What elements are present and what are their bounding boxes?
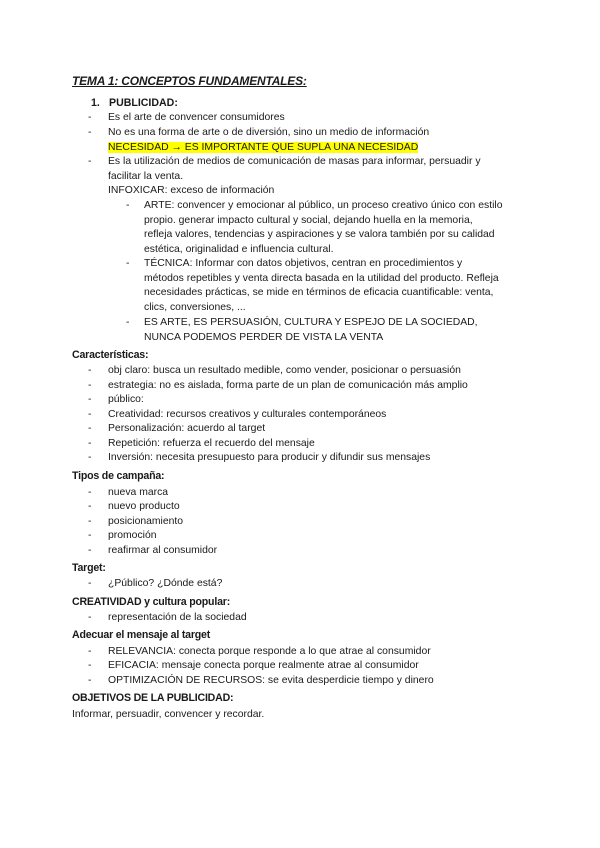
bullet: - — [88, 438, 92, 449]
bullet: - — [88, 578, 92, 589]
objetivos-text: Informar, persuadir, convencer y recordar. — [72, 709, 265, 720]
list-item-text: representación de la sociedad — [108, 612, 247, 623]
heading-adecuar: Adecuar el mensaje al target — [72, 629, 211, 641]
bullet: - — [88, 660, 92, 671]
arte-line: ARTE: convencer y emocionar al público, un proceso creativo único con estilo — [144, 200, 503, 211]
list-item-text: No es una forma de arte o de diversión, sino un medio de información — [108, 127, 430, 138]
section-heading-text: PUBLICIDAD: — [109, 97, 178, 109]
heading-objetivos: OBJETIVOS DE LA PUBLICIDAD: — [72, 692, 234, 704]
list-item-text: Es la utilización de medios de comunicación de masas para informar, persuadir y — [108, 156, 481, 167]
list-item-text: Inversión: necesita presupuesto para producir y difundir sus mensajes — [108, 452, 431, 463]
bullet: - — [88, 452, 92, 463]
infoxicar-text: INFOXICAR: exceso de información — [108, 185, 275, 196]
bullet: - — [88, 394, 92, 405]
bullet: - — [88, 487, 92, 498]
heading-target: Target: — [72, 562, 106, 574]
bullet: - — [88, 612, 92, 623]
tecnica-line: necesidades prácticas, se mide en términos de eficacia cuantificable: venta, — [144, 287, 494, 299]
section-number: 1. — [91, 97, 100, 109]
list-item-text: público: — [108, 394, 144, 405]
tecnica-line: métodos repetibles y venta directa basada en la utilidad del producto. Refleja — [144, 272, 499, 284]
arte-line: estética, originalidad e influencia cultural. — [144, 243, 334, 255]
list-item-text: Personalización: acuerdo al target — [108, 423, 266, 434]
es-arte-line: NUNCA PODEMOS PERDER DE VISTA LA VENTA — [144, 331, 384, 343]
bullet: - — [126, 258, 130, 269]
heading-tipos-de-campana: Tipos de campaña: — [72, 470, 165, 482]
heading-creatividad: CREATIVIDAD y cultura popular: — [72, 596, 231, 608]
list-item-text: obj claro: busca un resultado medible, como vender, posicionar o persuasión — [108, 365, 461, 376]
list-item-text: Repetición: refuerza el recuerdo del mensaje — [108, 438, 315, 449]
es-arte-line: ES ARTE, ES PERSUASIÓN, CULTURA Y ESPEJO DE LA SOCIEDAD, — [144, 317, 478, 328]
bullet: - — [88, 423, 92, 434]
list-item-text: OPTIMIZACIÓN DE RECURSOS: se evita desperdicie tiempo y dinero — [108, 675, 434, 686]
page-title: TEMA 1: CONCEPTOS FUNDAMENTALES: — [72, 74, 307, 88]
list-item-text: EFICACIA: mensaje conecta porque realmente atrae al consumidor — [108, 660, 419, 671]
list-item-text: promoción — [108, 530, 157, 541]
tecnica-line: TÉCNICA: Informar con datos objetivos, centran en procedimientos y — [144, 258, 463, 269]
bullet: - — [126, 317, 130, 328]
list-item-text: nueva marca — [108, 487, 169, 498]
bullet: - — [126, 200, 130, 211]
bullet: - — [88, 646, 92, 657]
bullet: - — [88, 112, 92, 123]
list-item-text: estrategia: no es aislada, forma parte de un plan de comunicación más amplio — [108, 380, 468, 391]
highlight-necesidad: NECESIDAD → ES IMPORTANTE QUE SUPLA UNA NECESIDAD — [108, 142, 419, 153]
list-item-text: Creatividad: recursos creativos y culturales contemporáneos — [108, 409, 387, 420]
highlighted-text — [108, 141, 418, 156]
heading-caracteristicas: Características: — [72, 349, 149, 361]
list-item-text: ¿Público? ¿Dónde está? — [108, 578, 223, 589]
bullet: - — [88, 365, 92, 376]
bullet: - — [88, 156, 92, 167]
bullet: - — [88, 380, 92, 391]
arte-line: refleja valores, tendencias y aspiraciones y se valora también por su calidad — [144, 229, 495, 241]
list-item-text: posicionamiento — [108, 516, 184, 527]
bullet: - — [88, 530, 92, 541]
list-item-text: Es el arte de convencer consumidores — [108, 112, 285, 123]
arte-line: propio. generar impacto cultural y social, dejando huella en la memoria, — [144, 214, 473, 226]
bullet: - — [88, 545, 92, 556]
tecnica-line: clics, conversiones, ... — [144, 301, 246, 313]
bullet: - — [88, 501, 92, 512]
bullet: - — [88, 127, 92, 138]
list-item-text: RELEVANCIA: conecta porque responde a lo que atrae al consumidor — [108, 646, 431, 657]
list-item-text: reafirmar al consumidor — [108, 545, 218, 556]
section-heading-publicidad — [91, 96, 178, 111]
bullet: - — [88, 675, 92, 686]
list-item-continuation: facilitar la venta. — [108, 171, 184, 182]
bullet: - — [88, 409, 92, 420]
bullet: - — [88, 516, 92, 527]
list-item-text: nuevo producto — [108, 501, 180, 512]
